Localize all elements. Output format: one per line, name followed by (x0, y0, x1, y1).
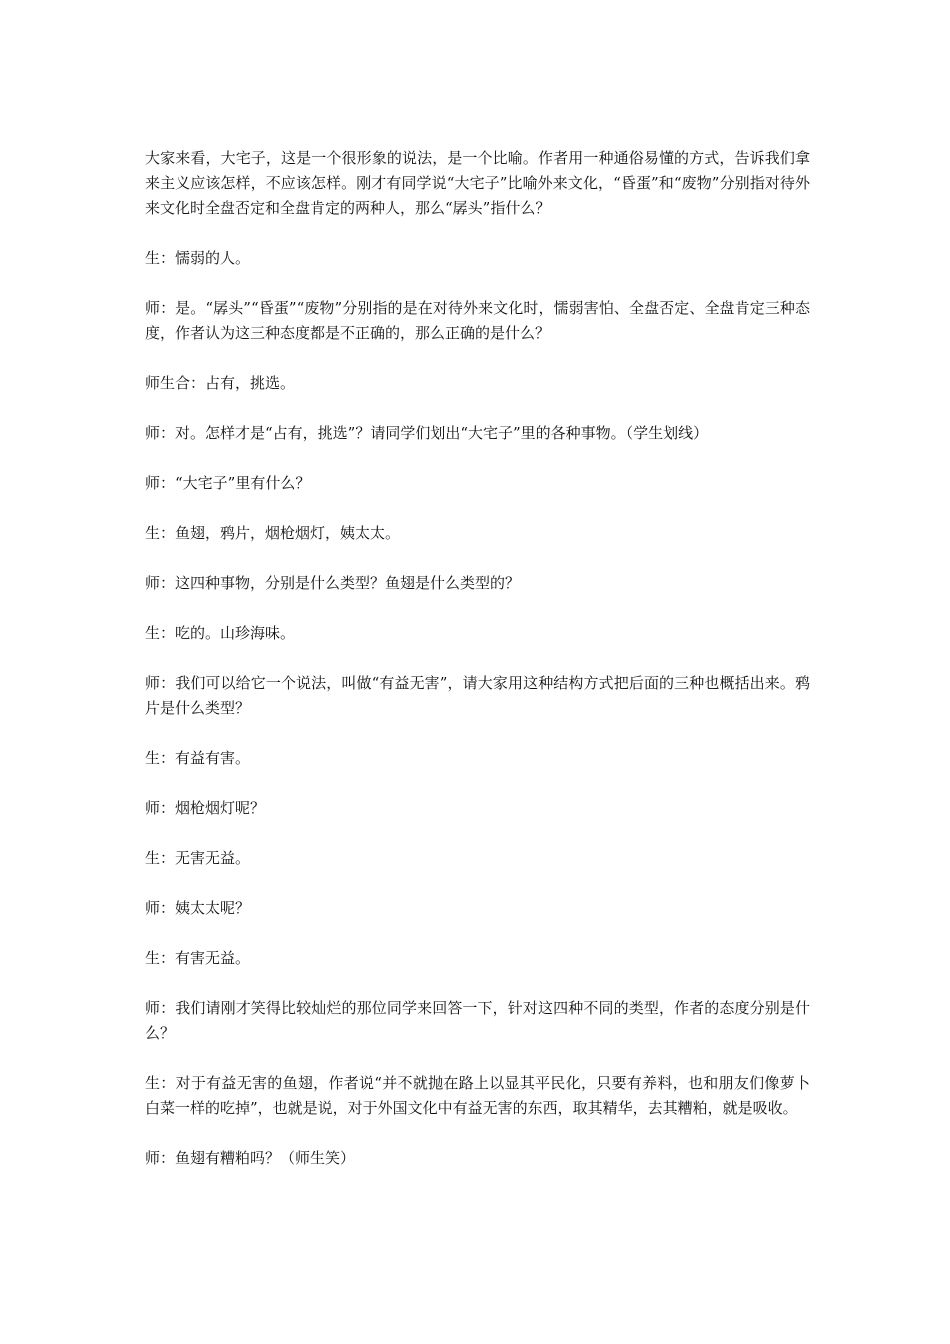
paragraph: 师：我们可以给它一个说法，叫做“有益无害”，请大家用这种结构方式把后面的三种也概括出来。鸦片是什么类型？ (145, 674, 810, 717)
paragraph: 生：对于有益无害的鱼翅，作者说“并不就抛在路上以显其平民化，只要有养料，也和朋友们像萝卜白菜一样的吃掉”，也就是说，对于外国文化中有益无害的东西，取其精华，去其糟粕，就是吸收。 (145, 1074, 810, 1117)
paragraph: 生：无害无益。 (145, 849, 251, 867)
paragraph: 生：吃的。山珍海味。 (145, 624, 296, 642)
paragraph: 师：对。怎样才是“占有，挑选”？请同学们划出“大宅子”里的各种事物。（学生划线） (145, 424, 709, 442)
paragraph: 师：这四种事物，分别是什么类型？鱼翅是什么类型的？ (145, 574, 521, 592)
paragraph: 师：我们请刚才笑得比较灿烂的那位同学来回答一下，针对这四种不同的类型，作者的态度分别是什么？ (145, 999, 810, 1042)
paragraph: 生：鱼翅，鸦片，烟枪烟灯，姨太太。 (145, 524, 401, 542)
paragraph: 大家来看，大宅子，这是一个很形象的说法，是一个比喻。作者用一种通俗易懂的方式，告诉我们拿来主义应该怎样，不应该怎样。刚才有同学说“大宅子”比喻外来文化，“昏蛋”和“废物”分别指对待外来文化时全盘否定和全盘肯定的两种人，那么“孱头”指什么？ (145, 149, 810, 217)
paragraph: 生：有害无益。 (145, 949, 251, 967)
paragraph: 生：有益有害。 (145, 749, 251, 767)
paragraph: 生：懦弱的人。 (145, 249, 251, 267)
paragraph: 师：烟枪烟灯呢？ (145, 799, 266, 817)
paragraph: 师生合：占有，挑选。 (145, 374, 296, 392)
paragraph: 师：鱼翅有糟粕吗？（师生笑） (145, 1149, 356, 1167)
paragraph: 师：是。“孱头”“昏蛋”“废物”分别指的是在对待外来文化时，懦弱害怕、全盘否定、全盘肯定三种态度，作者认为这三种态度都是不正确的，那么正确的是什么？ (145, 299, 810, 342)
document-body (145, 146, 810, 1196)
paragraph: 师：“大宅子”里有什么？ (145, 474, 311, 492)
paragraph: 师：姨太太呢？ (145, 899, 251, 917)
